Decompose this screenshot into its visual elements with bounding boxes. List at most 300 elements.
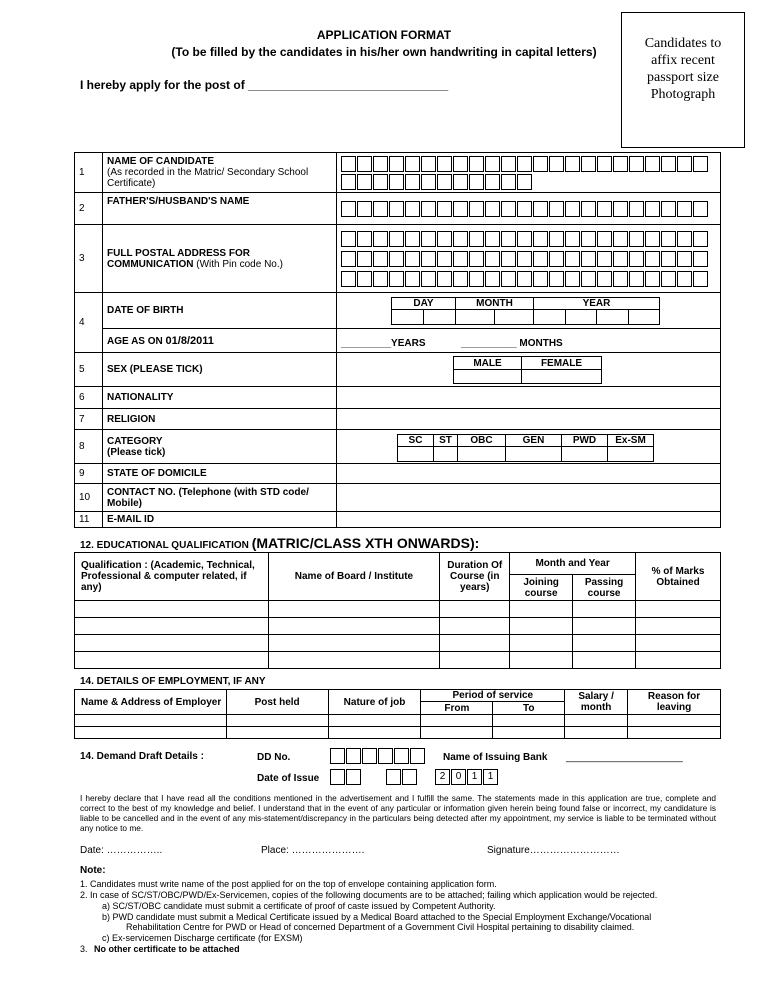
religion-input[interactable] [337, 409, 721, 430]
char-box[interactable] [613, 201, 628, 217]
field-label-age [103, 329, 337, 353]
char-box[interactable] [437, 251, 452, 267]
char-box[interactable] [341, 201, 356, 217]
char-box[interactable] [453, 201, 468, 217]
table-cell[interactable] [75, 618, 269, 635]
char-box[interactable] [437, 156, 452, 172]
char-box[interactable] [661, 251, 676, 267]
table-cell[interactable] [510, 601, 573, 618]
char-box[interactable] [373, 271, 388, 287]
char-box[interactable] [437, 271, 452, 287]
cat-box[interactable] [608, 447, 654, 462]
char-box[interactable] [485, 174, 500, 190]
char-box[interactable] [389, 174, 404, 190]
form-title: APPLICATION FORMAT [316, 28, 452, 42]
char-boxes[interactable] [341, 156, 716, 172]
row-age [75, 329, 721, 353]
char-box[interactable] [661, 156, 676, 172]
char-box[interactable] [437, 231, 452, 247]
char-box[interactable] [581, 201, 596, 217]
char-box[interactable]: 0 [451, 769, 466, 785]
char-box[interactable] [469, 231, 484, 247]
table-row [75, 652, 721, 669]
category-cell [337, 430, 721, 464]
note-3 [80, 944, 720, 955]
row-email [75, 512, 721, 528]
table-cell[interactable] [565, 715, 628, 727]
char-box[interactable] [469, 156, 484, 172]
char-box[interactable] [453, 156, 468, 172]
table-cell[interactable] [328, 715, 421, 727]
dd-date-year-boxes[interactable] [435, 769, 499, 785]
table-cell[interactable] [328, 727, 421, 739]
table-cell[interactable] [75, 635, 269, 652]
char-box[interactable] [549, 201, 564, 217]
dob-box[interactable] [534, 310, 566, 325]
char-box[interactable] [469, 174, 484, 190]
cat-sc-label: SC [398, 435, 434, 447]
cat-box[interactable] [434, 447, 458, 462]
char-box[interactable] [533, 271, 548, 287]
char-box[interactable] [661, 201, 676, 217]
char-box[interactable] [453, 174, 468, 190]
row-number: 1 [75, 153, 103, 193]
emp-col-nature: Nature of job [328, 690, 421, 715]
char-box[interactable] [613, 156, 628, 172]
table-row [75, 727, 721, 739]
char-box[interactable] [565, 156, 580, 172]
edu-col-qualification: Qualification : (Academic, Technical, Professional & computer related, if any) [75, 553, 269, 601]
table-cell[interactable] [440, 652, 510, 669]
edu-col-board: Name of Board / Institute [268, 553, 440, 601]
char-box[interactable] [597, 156, 612, 172]
char-box[interactable] [501, 271, 516, 287]
row-nationality [75, 387, 721, 409]
note-3-text: No other certificate to be attached [94, 944, 240, 954]
char-box[interactable] [405, 251, 420, 267]
emp-col-from: From [421, 702, 493, 715]
char-box[interactable] [389, 156, 404, 172]
char-box[interactable] [405, 174, 420, 190]
char-box[interactable] [597, 231, 612, 247]
char-box[interactable] [533, 201, 548, 217]
char-box[interactable] [341, 231, 356, 247]
table-cell[interactable] [421, 715, 493, 727]
char-box[interactable] [549, 156, 564, 172]
char-box[interactable] [453, 271, 468, 287]
char-box[interactable] [437, 201, 452, 217]
table-cell[interactable] [226, 715, 328, 727]
char-box[interactable] [357, 271, 372, 287]
char-box[interactable] [565, 231, 580, 247]
edu-col-joining: Joining course [510, 575, 573, 601]
dd-no-boxes[interactable] [330, 748, 426, 764]
domicile-input[interactable] [337, 464, 721, 484]
row-religion [75, 409, 721, 430]
char-box[interactable] [501, 251, 516, 267]
char-box[interactable] [629, 231, 644, 247]
table-cell[interactable] [573, 635, 636, 652]
dd-section-title: 14. Demand Draft Details : [80, 751, 204, 762]
declaration-text: I hereby declare that I have read all the conditions mentioned in the advertisement and I fulfill the same. The statements made in this application are true, complete and correct to the best of my knowledge and belief. I understand that in the event of any particular or information given herein being found false or incorrect, my candidature is liable to be cancelled and in the event of any mis-statement/discrepancy in the particulars being detected after my appointment, my service is liable to be terminated without any notice to me. [80, 793, 716, 833]
char-box[interactable] [357, 251, 372, 267]
char-box[interactable] [485, 201, 500, 217]
row-contact [75, 484, 721, 512]
row-address [75, 225, 721, 293]
char-box[interactable] [341, 174, 356, 190]
char-box[interactable] [581, 271, 596, 287]
table-cell[interactable] [268, 601, 440, 618]
char-box[interactable] [389, 231, 404, 247]
field-label-email: E-MAIL ID [103, 512, 337, 528]
char-box[interactable] [517, 174, 532, 190]
char-box[interactable] [565, 251, 580, 267]
char-box[interactable] [501, 231, 516, 247]
table-cell[interactable] [573, 601, 636, 618]
photo-text-3: passport size [647, 70, 719, 85]
age-cell[interactable] [337, 329, 721, 353]
sex-grid[interactable] [453, 356, 602, 384]
char-box[interactable] [346, 769, 361, 785]
char-box[interactable] [677, 231, 692, 247]
char-box[interactable] [362, 748, 377, 764]
photo-text-4: Photograph [650, 87, 716, 102]
dob-box[interactable] [628, 310, 660, 325]
photo-text-1: Candidates to [644, 36, 722, 51]
char-box[interactable] [613, 251, 628, 267]
char-box[interactable] [421, 174, 436, 190]
char-box[interactable] [373, 251, 388, 267]
contact-input[interactable] [337, 484, 721, 512]
education-table [74, 552, 721, 669]
edu-col-month-year: Month and Year [510, 553, 636, 575]
label-subtext: (As recorded in the Matric/ Secondary School Certificate) [107, 167, 309, 189]
table-cell[interactable] [75, 652, 269, 669]
cat-st-label: ST [434, 435, 458, 447]
char-box[interactable] [645, 271, 660, 287]
sex-male-box[interactable] [454, 370, 522, 384]
char-box[interactable] [373, 156, 388, 172]
char-box[interactable] [389, 201, 404, 217]
char-boxes[interactable] [341, 174, 716, 190]
char-box[interactable] [661, 271, 676, 287]
employment-table [74, 689, 721, 739]
char-box[interactable] [517, 156, 532, 172]
char-box[interactable] [357, 156, 372, 172]
father-input-boxes[interactable] [337, 193, 721, 225]
char-box[interactable] [485, 271, 500, 287]
char-box[interactable] [581, 231, 596, 247]
photo-box [621, 12, 745, 148]
table-cell[interactable] [440, 601, 510, 618]
char-box[interactable] [645, 156, 660, 172]
char-box[interactable]: 1 [467, 769, 482, 785]
char-box[interactable] [549, 251, 564, 267]
row-number: 4 [75, 293, 103, 353]
note-2b-cont: Rehabilitation Centre for PWD or Head of concerned Department of a Government Civil Hospital pertaining to disability claimed. [126, 922, 635, 932]
char-box[interactable] [405, 231, 420, 247]
table-cell[interactable] [636, 618, 721, 635]
dd-bank-line[interactable]: _____________________ [566, 752, 683, 763]
note-2: 2. In case of SC/ST/OBC/PWD/Ex-Servicemen, copies of the following documents are to be attached; failing which application would be rejected. [80, 890, 658, 900]
dob-box[interactable] [424, 310, 456, 325]
field-label-domicile: STATE OF DOMICILE [103, 464, 337, 484]
char-box[interactable] [677, 271, 692, 287]
dob-grid[interactable] [391, 297, 660, 325]
dob-month-label: MONTH [456, 298, 534, 310]
cat-box[interactable] [562, 447, 608, 462]
char-box[interactable] [597, 271, 612, 287]
char-box[interactable] [629, 251, 644, 267]
place-line[interactable]: Place: …………………. [261, 845, 365, 856]
char-box[interactable] [330, 748, 345, 764]
table-cell[interactable] [440, 635, 510, 652]
row-number: 9 [75, 464, 103, 484]
char-box[interactable] [421, 251, 436, 267]
apply-post-line[interactable]: I hereby apply for the post of ______________________________ [80, 78, 449, 92]
table-cell[interactable] [268, 635, 440, 652]
sex-female-box[interactable] [522, 370, 602, 384]
table-cell[interactable] [421, 727, 493, 739]
char-box[interactable] [517, 201, 532, 217]
table-cell[interactable] [268, 618, 440, 635]
table-cell[interactable] [75, 727, 227, 739]
category-grid[interactable] [397, 434, 654, 462]
emp-col-reason: Reason for leaving [628, 690, 721, 715]
table-cell[interactable] [226, 727, 328, 739]
char-box[interactable] [565, 201, 580, 217]
char-box[interactable] [629, 201, 644, 217]
char-box[interactable]: 2 [435, 769, 450, 785]
cat-pwd-label: PWD [562, 435, 608, 447]
char-box[interactable] [693, 156, 708, 172]
dd-bank-label: Name of Issuing Bank [443, 752, 548, 763]
dd-no-label: DD No. [257, 752, 291, 763]
field-label-religion: RELIGION [103, 409, 337, 430]
table-cell[interactable] [493, 715, 565, 727]
char-box[interactable] [469, 251, 484, 267]
table-cell[interactable] [440, 618, 510, 635]
nationality-input[interactable] [337, 387, 721, 409]
char-box[interactable] [613, 231, 628, 247]
char-box[interactable] [501, 156, 516, 172]
char-box[interactable] [645, 201, 660, 217]
address-input-boxes[interactable] [337, 225, 721, 293]
char-box[interactable]: 1 [483, 769, 498, 785]
char-box[interactable] [645, 251, 660, 267]
char-box[interactable] [330, 769, 345, 785]
label-text: NAME OF CANDIDATE [107, 156, 215, 167]
table-row [75, 601, 721, 618]
char-box[interactable] [421, 201, 436, 217]
table-cell[interactable] [628, 715, 721, 727]
char-box[interactable] [373, 174, 388, 190]
row-category [75, 430, 721, 464]
char-box[interactable] [485, 251, 500, 267]
char-box[interactable] [533, 251, 548, 267]
char-box[interactable] [549, 231, 564, 247]
char-box[interactable] [485, 231, 500, 247]
char-box[interactable] [517, 231, 532, 247]
table-row [75, 715, 721, 727]
table-cell[interactable] [75, 715, 227, 727]
field-label-contact: CONTACT NO. (Telephone (with STD code/ Mobile) [103, 484, 337, 512]
char-box[interactable] [386, 769, 401, 785]
char-box[interactable] [693, 251, 708, 267]
char-box[interactable] [677, 156, 692, 172]
name-input-boxes[interactable] [337, 153, 721, 193]
char-boxes[interactable] [341, 271, 716, 287]
char-box[interactable] [421, 231, 436, 247]
char-boxes[interactable] [341, 201, 716, 217]
char-box[interactable] [410, 748, 425, 764]
char-box[interactable] [357, 174, 372, 190]
char-box[interactable] [453, 231, 468, 247]
table-cell[interactable] [636, 652, 721, 669]
field-label-nationality: NATIONALITY [103, 387, 337, 409]
table-cell[interactable] [573, 652, 636, 669]
char-box[interactable] [469, 271, 484, 287]
char-box[interactable] [597, 201, 612, 217]
char-boxes[interactable] [341, 231, 716, 247]
char-box[interactable] [693, 201, 708, 217]
char-box[interactable] [549, 271, 564, 287]
char-box[interactable] [357, 201, 372, 217]
char-box[interactable] [581, 156, 596, 172]
note-2a: a) SC/ST/OBC candidate must submit a certificate of proof of caste issued by Competent Authority. [102, 901, 496, 911]
sex-female-label: FEMALE [522, 357, 602, 370]
char-box[interactable] [661, 231, 676, 247]
age-label: AGE AS ON [107, 335, 163, 347]
char-box[interactable] [693, 231, 708, 247]
char-box[interactable] [533, 231, 548, 247]
table-row [75, 635, 721, 652]
dob-box[interactable] [565, 310, 597, 325]
row-number: 6 [75, 387, 103, 409]
char-box[interactable] [405, 271, 420, 287]
char-box[interactable] [405, 156, 420, 172]
char-box[interactable] [629, 271, 644, 287]
signature-line[interactable]: Signature……………………… [487, 845, 620, 856]
char-box[interactable] [693, 271, 708, 287]
char-box[interactable] [485, 156, 500, 172]
char-box[interactable] [645, 231, 660, 247]
table-cell[interactable] [510, 635, 573, 652]
char-box[interactable] [581, 251, 596, 267]
dob-box[interactable] [597, 310, 629, 325]
char-box[interactable] [517, 251, 532, 267]
table-row [75, 618, 721, 635]
form-subtitle: (To be filled by the candidates in his/her own handwriting in capital letters) [171, 45, 597, 59]
note-2c: c) Ex-servicemen Discharge certificate (for EXSM) [102, 933, 303, 943]
table-cell[interactable] [268, 652, 440, 669]
sex-cell [337, 353, 721, 387]
table-cell[interactable] [510, 652, 573, 669]
label-subtext: (Please tick) [107, 446, 166, 458]
emp-col-salary: Salary / month [565, 690, 628, 715]
char-box[interactable] [597, 251, 612, 267]
char-box[interactable] [378, 748, 393, 764]
date-line[interactable]: Date: …………….. [80, 845, 163, 856]
table-cell[interactable] [573, 618, 636, 635]
char-box[interactable] [533, 156, 548, 172]
table-cell[interactable] [75, 601, 269, 618]
row-number: 10 [75, 484, 103, 512]
photo-text-2: affix recent [651, 53, 715, 68]
table-cell[interactable] [565, 727, 628, 739]
char-box[interactable] [341, 251, 356, 267]
table-cell[interactable] [636, 635, 721, 652]
char-box[interactable] [501, 201, 516, 217]
char-box[interactable] [453, 251, 468, 267]
char-box[interactable] [469, 201, 484, 217]
char-box[interactable] [421, 156, 436, 172]
char-box[interactable] [373, 201, 388, 217]
char-box[interactable] [341, 271, 356, 287]
dob-box[interactable] [456, 310, 495, 325]
cat-box[interactable] [458, 447, 506, 462]
edu-title: 12. EDUCATIONAL QUALIFICATION [80, 540, 249, 551]
row-domicile [75, 464, 721, 484]
table-cell[interactable] [628, 727, 721, 739]
table-cell[interactable] [510, 618, 573, 635]
char-box[interactable] [373, 231, 388, 247]
table-cell[interactable] [493, 727, 565, 739]
cat-gen-label: GEN [506, 435, 562, 447]
dd-date-day-boxes[interactable] [330, 769, 362, 785]
label-text: CATEGORY [107, 435, 163, 447]
char-box[interactable] [341, 156, 356, 172]
char-box[interactable] [629, 156, 644, 172]
char-box[interactable] [346, 748, 361, 764]
cat-box[interactable] [398, 447, 434, 462]
char-box[interactable] [565, 271, 580, 287]
dob-box[interactable] [495, 310, 534, 325]
char-box[interactable] [501, 174, 516, 190]
char-box[interactable] [677, 201, 692, 217]
field-label-category [103, 430, 337, 464]
field-label-father: FATHER'S/HUSBAND'S NAME [103, 193, 337, 225]
age-date: 01/8/2011 [165, 334, 214, 347]
row-sex [75, 353, 721, 387]
personal-details-table [74, 152, 721, 528]
age-years[interactable]: _________YEARS [341, 338, 426, 349]
char-box[interactable] [394, 748, 409, 764]
char-box[interactable] [389, 251, 404, 267]
char-box[interactable] [421, 271, 436, 287]
email-input[interactable] [337, 512, 721, 528]
char-box[interactable] [613, 271, 628, 287]
char-boxes[interactable] [341, 251, 716, 267]
cat-box[interactable] [506, 447, 562, 462]
char-box[interactable] [677, 251, 692, 267]
char-box[interactable] [389, 271, 404, 287]
char-box[interactable] [402, 769, 417, 785]
char-box[interactable] [357, 231, 372, 247]
table-cell[interactable] [636, 601, 721, 618]
field-label-name [103, 153, 337, 193]
char-box[interactable] [517, 271, 532, 287]
row-number: 2 [75, 193, 103, 225]
dd-date-month-boxes[interactable] [386, 769, 418, 785]
age-months[interactable]: __________ MONTHS [461, 338, 563, 349]
char-box[interactable] [405, 201, 420, 217]
row-dob [75, 293, 721, 329]
field-label-address [103, 225, 337, 293]
note-2b: b) PWD candidate must submit a Medical Certificate issued by a Medical Board attached to the Special Employment Exchange/Vocational [102, 912, 652, 922]
char-box[interactable] [437, 174, 452, 190]
dob-box[interactable] [392, 310, 424, 325]
